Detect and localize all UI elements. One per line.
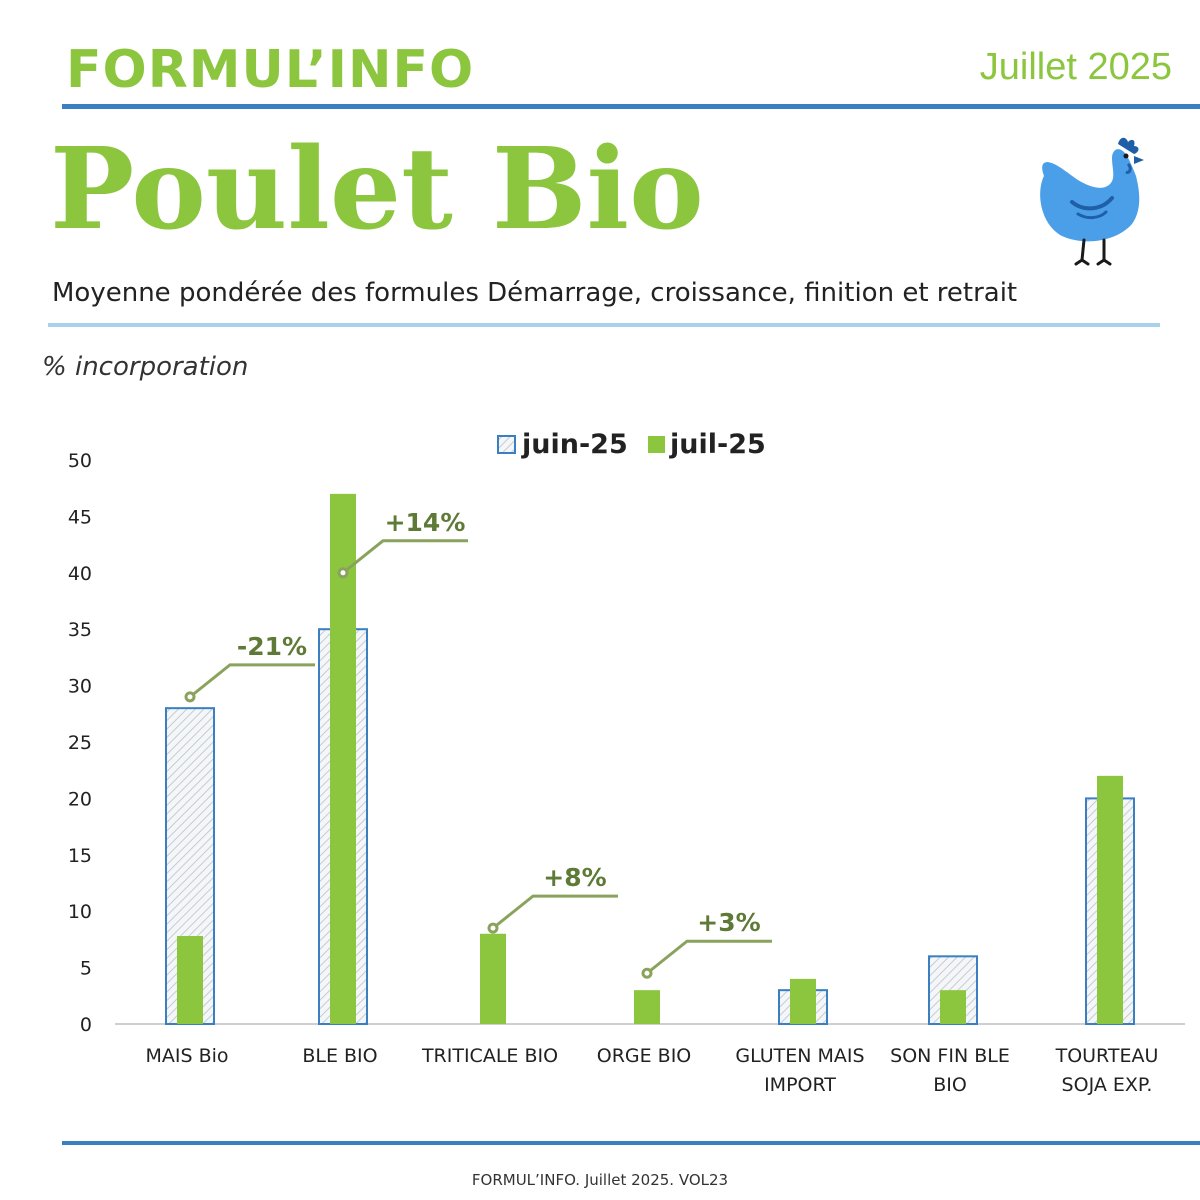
annotation-leader-line (343, 541, 468, 573)
annotation-leader-line (647, 941, 772, 973)
annotation-marker (186, 693, 194, 701)
page-subtitle: Moyenne pondérée des formules Démarrage, croissance, finition et retrait (52, 278, 1018, 308)
annotation-label: +8% (543, 863, 607, 893)
x-category-label: SON FIN BLE (890, 1045, 1010, 1067)
y-tick-label: 35 (67, 619, 92, 642)
y-tick-label: 5 (79, 957, 92, 980)
chicken-icon (1032, 132, 1152, 272)
annotation-marker (339, 569, 347, 577)
x-category-label: BLE BIO (302, 1045, 378, 1067)
legend-label-juil-25: juil-25 (670, 429, 766, 460)
legend-swatch-juin-25 (498, 436, 515, 453)
legend-label-juin-25: juin-25 (522, 429, 628, 460)
annotation-marker (643, 969, 651, 977)
annotation-label: +3% (697, 908, 761, 938)
bar-juil-25 (634, 990, 660, 1024)
x-category-label: IMPORT (764, 1074, 836, 1096)
footer-rule (62, 1141, 1200, 1145)
bar-juil-25 (940, 990, 966, 1024)
x-category-label: MAIS Bio (145, 1045, 229, 1067)
annotation-marker (489, 924, 497, 932)
x-category-label: ORGE BIO (596, 1045, 692, 1067)
y-tick-label: 0 (79, 1014, 92, 1036)
x-category-label: BIO (933, 1074, 967, 1096)
bar-juil-25 (177, 936, 203, 1024)
y-tick-label: 10 (67, 901, 92, 924)
annotation-leader-line (190, 665, 315, 697)
x-category-label: SOJA EXP. (1061, 1074, 1153, 1096)
x-category-label: GLUTEN MAIS (735, 1045, 865, 1067)
issue-date: Juillet 2025 (979, 46, 1172, 88)
bar-juil-25 (480, 934, 506, 1024)
y-tick-label: 15 (67, 844, 92, 867)
legend-swatch-juil-25 (648, 436, 665, 453)
annotation-label: -21% (236, 631, 308, 661)
brand-logo: FORMUL’INFO (66, 40, 475, 100)
annotation-leader-line (493, 896, 618, 928)
bar-juil-25 (790, 979, 816, 1024)
y-tick-label: 30 (67, 675, 92, 698)
bar-juil-25 (1097, 776, 1123, 1024)
x-category-label: TOURTEAU (1055, 1045, 1159, 1067)
page-title: Poulet Bio (50, 124, 704, 255)
y-tick-label: 20 (67, 788, 92, 811)
y-tick-label: 40 (67, 562, 92, 585)
subtitle-rule (48, 323, 1160, 327)
x-category-label: TRITICALE BIO (421, 1045, 559, 1067)
y-axis-unit-label: % incorporation (42, 352, 249, 382)
bar-chart (0, 420, 1200, 1120)
annotation-label: +14% (384, 507, 466, 537)
footer-text: FORMUL’INFO. Juillet 2025. VOL23 (471, 1171, 729, 1189)
y-tick-label: 50 (67, 450, 92, 472)
y-tick-label: 45 (67, 506, 92, 529)
y-tick-label: 25 (67, 732, 92, 754)
header-rule (62, 104, 1200, 109)
